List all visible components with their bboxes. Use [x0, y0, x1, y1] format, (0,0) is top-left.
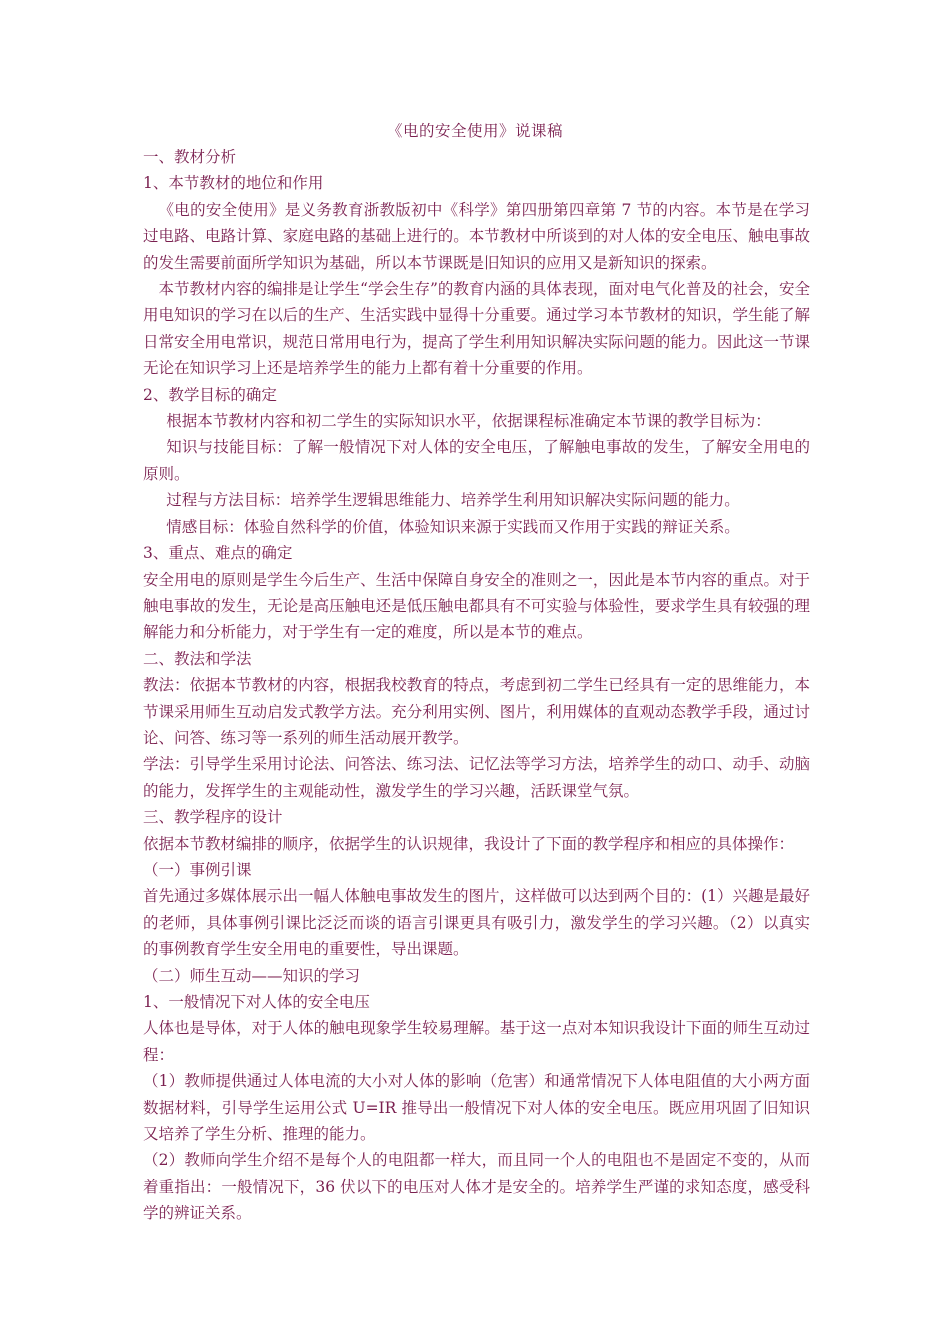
subsection-heading: 1、本节教材的地位和作用: [143, 174, 324, 193]
subsection-heading: （一）事例引课: [143, 860, 252, 879]
body-paragraph: 首先通过多媒体展示出一幅人体触电事故发生的图片，这样做可以达到两个目的：(1）兴趣是最好的老师，具体事例引课比泛泛而谈的语言引课更具有吸引力，激发学生的学习兴趣。（2）以真实的事例教育学生安全用电的重要性，导出课题。: [143, 887, 810, 959]
body-paragraph: 情感目标：体验自然科学的价值，体验知识来源于实践而又作用于实践的辩证关系。: [166, 517, 740, 536]
document-title: 《电的安全使用》说课稿: [386, 122, 563, 140]
section-heading: 一、教材分析: [143, 148, 237, 166]
subsection-heading: 2、教学目标的确定: [143, 385, 277, 404]
body-paragraph: 根据本节教材内容和初二学生的实际知识水平，依据课程标准确定本节课的教学目标为：: [166, 412, 771, 431]
subsection-heading: 3、重点、难点的确定: [143, 544, 293, 563]
body-paragraph: 本节教材内容的编排是让学生“学会生存”的教育内涵的具体表现，面对电气化普及的社会，安全用电知识的学习在以后的生产、生活实践中显得十分重要。通过学习本节教材的知识，学生能了解日常安全用电常识，规范日常用电行为，提高了学生利用知识解决实际问题的能力。因此这一节课无论在知识学习上还是培养学生的能力上都有着十分重要的作用。: [143, 280, 810, 378]
subsection-heading: （二）师生互动——知识的学习: [143, 966, 361, 985]
document-body: [143, 144, 810, 1227]
body-paragraph: 知识与技能目标：了解一般情况下对人体的安全电压，了解触电事故的发生，了解安全用电的原则。: [143, 438, 810, 483]
body-paragraph: 学法：引导学生采用讨论法、问答法、练习法、记忆法等学习方法，培养学生的动口、动手、动脑的能力，发挥学生的主观能动性，激发学生的学习兴趣，活跃课堂气氛。: [143, 755, 810, 800]
body-paragraph: 过程与方法目标：培养学生逻辑思维能力、培养学生利用知识解决实际问题的能力。: [166, 491, 740, 510]
body-paragraph: 依据本节教材编排的顺序，依据学生的认识规律，我设计了下面的教学程序和相应的具体操作：: [143, 834, 795, 853]
body-paragraph: （2）教师向学生介绍不是每个人的电阻都一样大，而且同一个人的电阻也不是固定不变的，从而着重指出：一般情况下，36 伏以下的电压对人体才是安全的。培养学生严谨的求知态度，感受科学的辨证关系。: [143, 1151, 810, 1223]
subsection-heading: 1、一般情况下对人体的安全电压: [143, 993, 370, 1011]
body-paragraph: 人体也是导体，对于人体的触电现象学生较易理解。基于这一点对本知识我设计下面的师生互动过程：: [143, 1019, 810, 1064]
body-paragraph: 教法：依据本节教材的内容，根据我校教育的特点，考虑到初二学生已经具有一定的思维能力，本节课采用师生互动启发式教学方法。充分利用实例、图片，利用媒体的直观动态教学手段，通过讨论、问答、练习等一系列的师生活动展开教学。: [143, 676, 810, 747]
body-paragraph: 安全用电的原则是学生今后生产、生活中保障自身安全的准则之一，因此是本节内容的重点。对于触电事故的发生，无论是高压触电还是低压触电都具有不可实验与体验性，要求学生具有较强的理解能力和分析能力，对于学生有一定的难度，所以是本节的难点。: [143, 570, 810, 642]
body-paragraph: （1）教师提供通过人体电流的大小对人体的影响（危害）和通常情况下人体电阻值的大小两方面数据材料，引导学生运用公式 U=IR 推导出一般情况下对人体的安全电压。既应用巩固了旧知识又培养了学生分析、推理的能力。: [143, 1072, 810, 1144]
section-heading: 三、教学程序的设计: [143, 808, 283, 827]
section-heading: 二、教法和学法: [143, 649, 252, 668]
body-paragraph: 《电的安全使用》是义务教育浙教版初中《科学》第四册第四章第 7 节的内容。本节是在学习过电路、电路计算、家庭电路的基础上进行的。本节教材中所谈到的对人体的安全电压、触电事故的发生需要前面所学知识为基础，所以本节课既是旧知识的应用又是新知识的探索。: [143, 200, 810, 272]
